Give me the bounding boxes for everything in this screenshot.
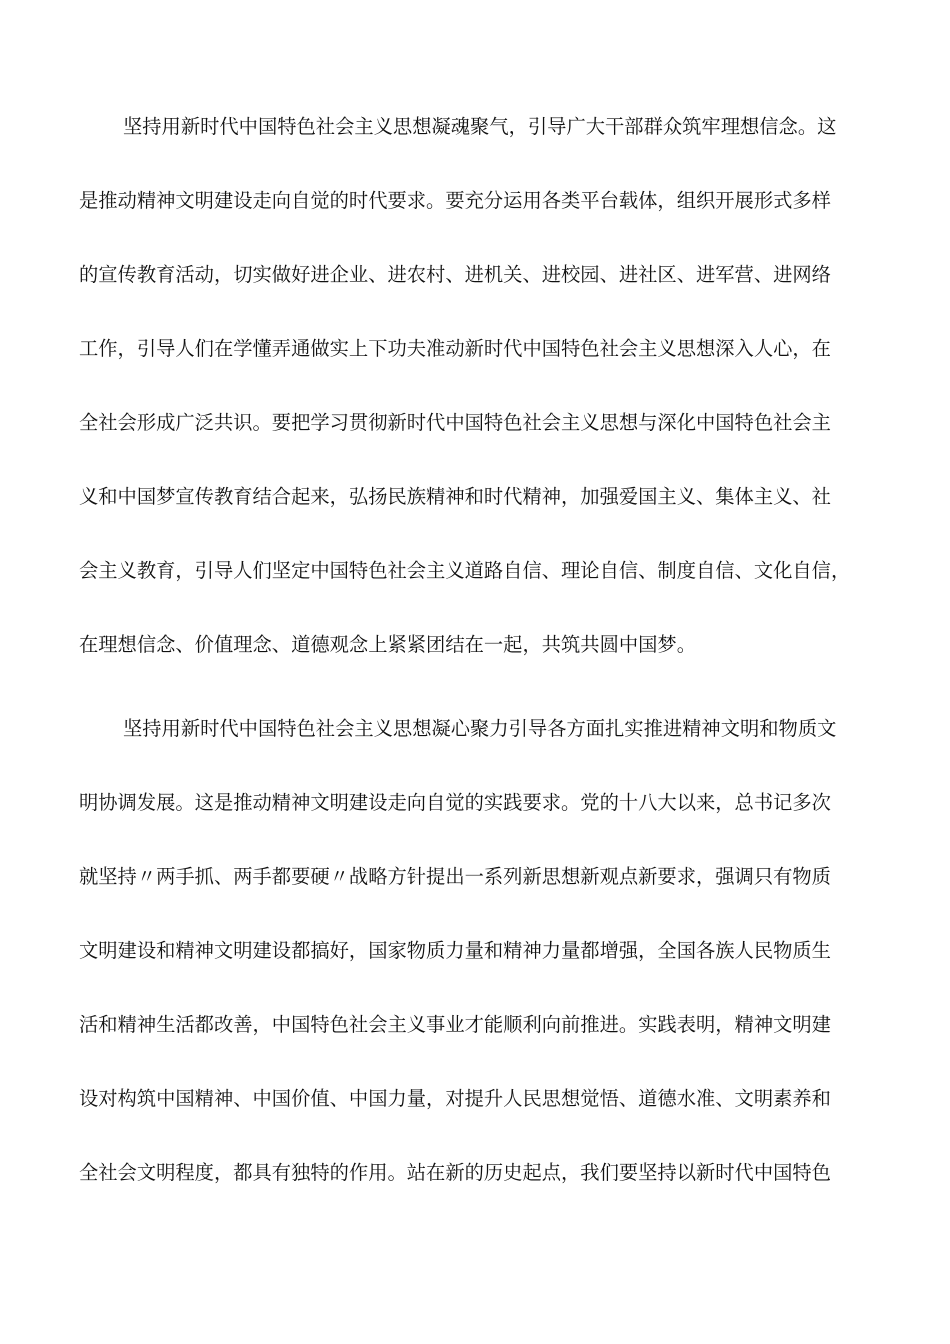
paragraph-line: 的宣传教育活动，切实做好进企业、进农村、进机关、进校园、进社区、进军营、进网络 [79,263,831,286]
paragraph-line: 文明建设和精神文明建设都搞好，国家物质力量和精神力量都增强，全国各族人民物质生 [79,939,831,962]
paragraph-line: 义和中国梦宣传教育结合起来，弘扬民族精神和时代精神，加强爱国主义、集体主义、社 [79,485,831,508]
paragraph-line: 设对构筑中国精神、中国价值、中国力量，对提升人民思想觉悟、道德水准、文明素养和 [79,1087,831,1110]
paragraph-line: 在理想信念、价值理念、道德观念上紧紧团结在一起，共筑共圆中国梦。 [79,633,696,656]
paragraph-1 [79,115,879,707]
paragraph-2 [79,717,879,1235]
paragraph-line: 活和精神生活都改善，中国特色社会主义事业才能顺利向前推进。实践表明，精神文明建 [79,1013,831,1036]
paragraph-line: 就坚持〃两手抓、两手都要硬〃战略方针提出一系列新思想新观点新要求，强调只有物质 [79,865,831,888]
paragraph-line: 会主义教育，引导人们坚定中国特色社会主义道路自信、理论自信、制度自信、文化自信， [79,559,851,582]
paragraph-line: 坚持用新时代中国特色社会主义思想凝魂聚气，引导广大干部群众筑牢理想信念。这 [123,115,837,138]
paragraph-line: 明协调发展。这是推动精神文明建设走向自觉的实践要求。党的十八大以来，总书记多次 [79,791,831,814]
paragraph-line: 工作，引导人们在学懂弄通做实上下功夫准动新时代中国特色社会主义思想深入人心，在 [79,337,831,360]
paragraph-line: 是推动精神文明建设走向自觉的时代要求。要充分运用各类平台载体，组织开展形式多样 [79,189,831,212]
paragraph-line: 全社会形成广泛共识。要把学习贯彻新时代中国特色社会主义思想与深化中国特色社会主 [79,411,831,434]
paragraph-line: 坚持用新时代中国特色社会主义思想凝心聚力引导各方面扎实推进精神文明和物质文 [123,717,837,740]
paragraph-line: 全社会文明程度，都具有独特的作用。站在新的历史起点，我们要坚持以新时代中国特色 [79,1161,831,1184]
